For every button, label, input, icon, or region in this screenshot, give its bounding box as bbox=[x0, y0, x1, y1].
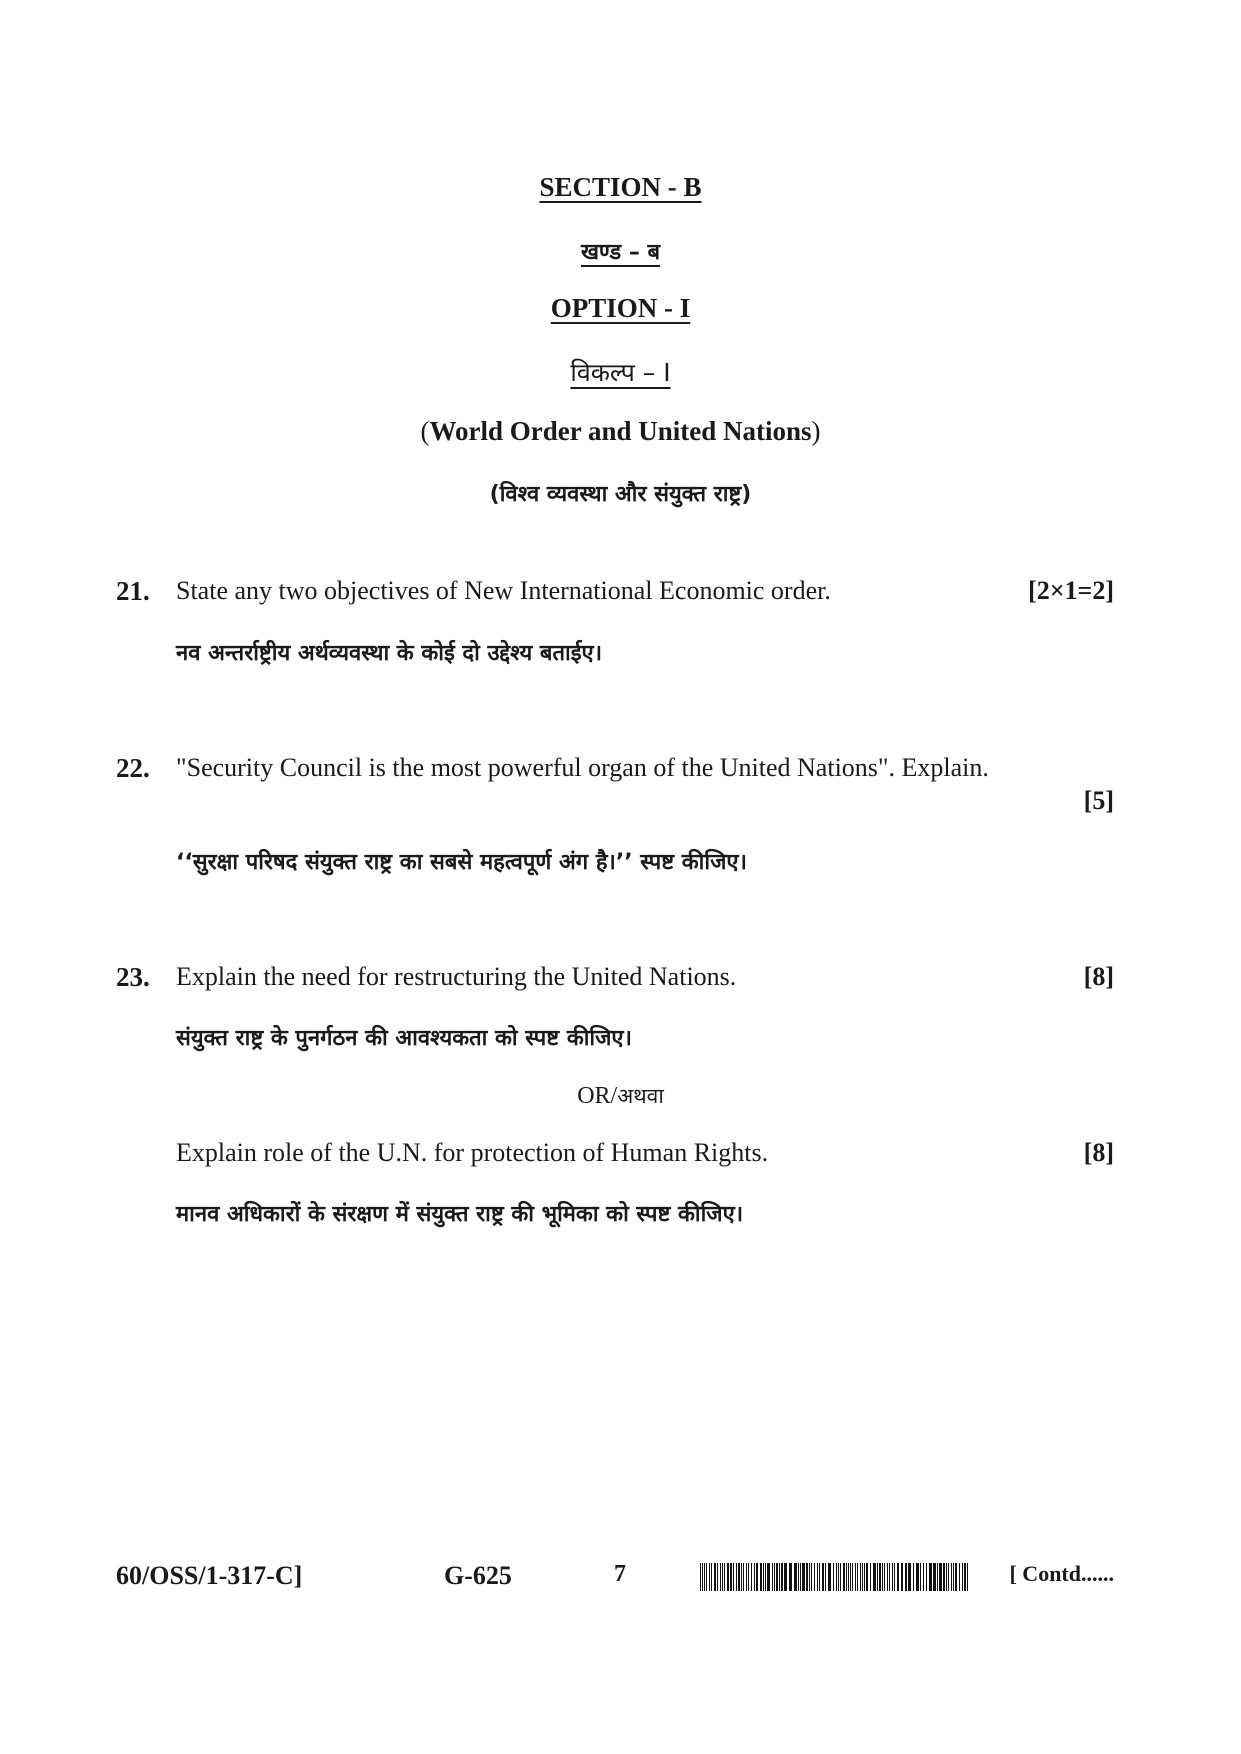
or-separator: OR/अथवा bbox=[577, 1083, 664, 1109]
question-22-marks: [5] bbox=[1083, 786, 1114, 815]
question-23-alt-marks: [8] bbox=[1083, 1138, 1114, 1167]
question-22-text: "Security Council is the most powerful organ of the United Nations". Explain. bbox=[176, 753, 989, 782]
section-subtitle-hindi: (विश्व व्यवस्था और संयुक्त राष्ट्र) bbox=[489, 482, 752, 507]
question-21-number: 21. bbox=[116, 576, 150, 606]
question-23-text-hindi: संयुक्त राष्ट्र के पुनर्गठन की आवश्यकता को स्पष्ट कीजिए। bbox=[176, 1026, 632, 1051]
footer-continued: [ Contd...... bbox=[1009, 1561, 1114, 1586]
question-23-marks: [8] bbox=[1083, 962, 1114, 991]
question-23-number: 23. bbox=[116, 962, 150, 992]
section-subtitle: (World Order and United Nations) bbox=[420, 416, 821, 446]
question-23-alt-text: Explain role of the U.N. for protection of Human Rights. bbox=[176, 1138, 769, 1167]
section-title: SECTION - B bbox=[539, 172, 702, 202]
footer-series: G-625 bbox=[444, 1561, 512, 1590]
barcode bbox=[700, 1563, 970, 1591]
question-22-number: 22. bbox=[116, 753, 150, 783]
option-title: OPTION - I bbox=[550, 293, 691, 323]
question-21-text-hindi: नव अन्तर्राष्ट्रीय अर्थव्यवस्था के कोई दो उद्देश्य बताईए। bbox=[176, 641, 603, 666]
section-title-hindi: खण्ड – ब bbox=[580, 240, 661, 265]
option-title-hindi: विकल्प – I bbox=[570, 358, 671, 387]
question-21-text: State any two objectives of New International Economic order. bbox=[176, 576, 831, 605]
footer-page-number: 7 bbox=[614, 1561, 626, 1587]
footer-paper-code: 60/OSS/1-317-C] bbox=[116, 1561, 303, 1590]
question-23-alt-text-hindi: मानव अधिकारों के संरक्षण में संयुक्त राष्ट्र की भूमिका को स्पष्ट कीजिए। bbox=[176, 1202, 744, 1227]
question-23-text: Explain the need for restructuring the United Nations. bbox=[176, 962, 737, 991]
question-22-text-hindi: ‘‘सुरक्षा परिषद संयुक्त राष्ट्र का सबसे महत्वपूर्ण अंग है।’’ स्पष्ट कीजिए। bbox=[176, 850, 747, 875]
question-21-marks: [2×1=2] bbox=[1028, 576, 1114, 605]
